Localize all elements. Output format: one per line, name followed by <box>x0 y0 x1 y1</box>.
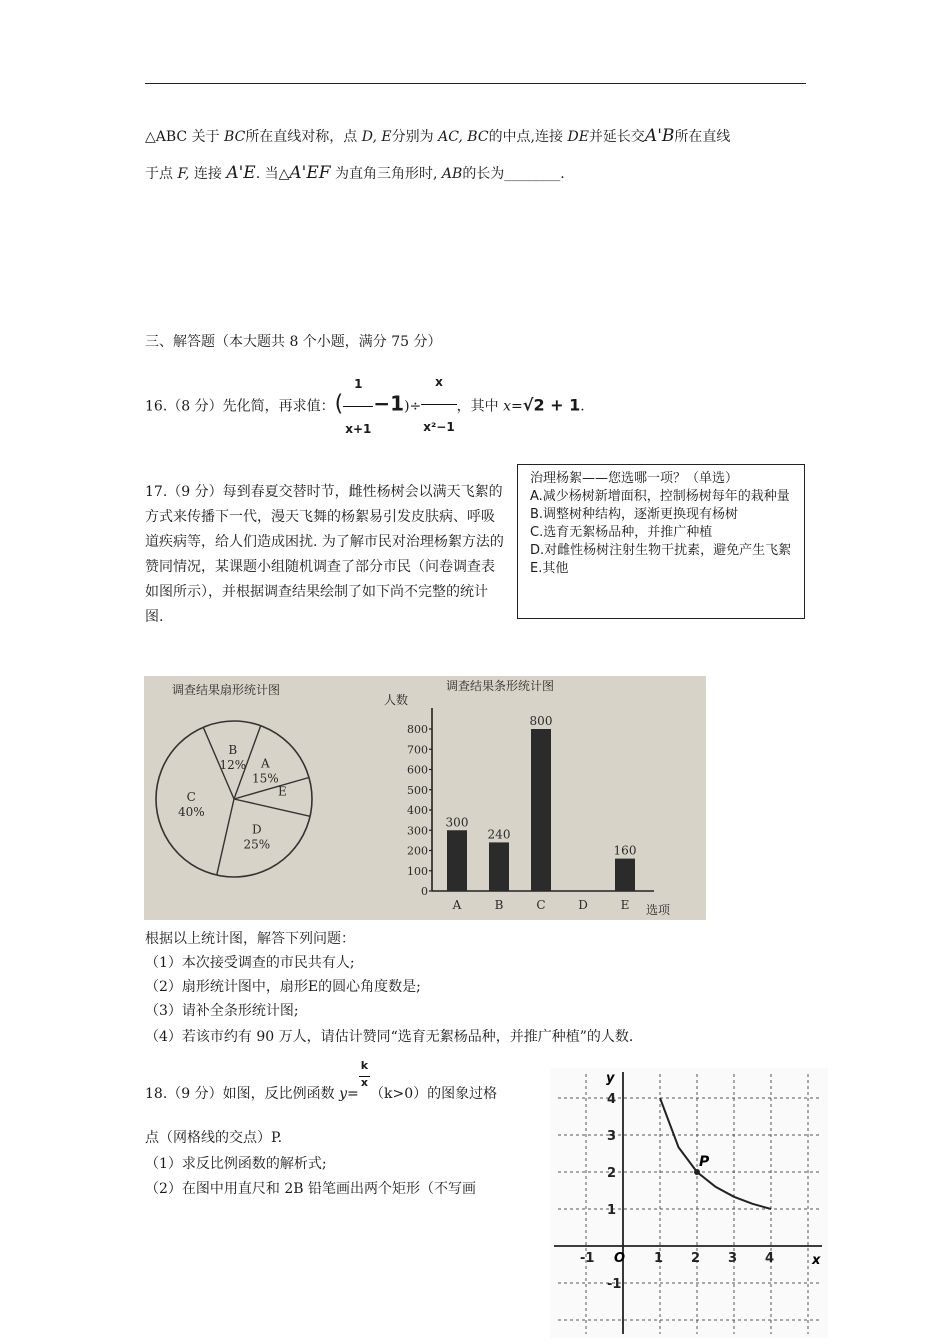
bar-ytick-500: 500 <box>407 783 428 797</box>
bar-value-label-a: 300 <box>445 815 469 830</box>
bar-ytick-0: 0 <box>421 885 428 898</box>
graph-xtick-4: 4 <box>765 1251 775 1266</box>
pie-label-e: E <box>277 784 287 799</box>
q17-question-4: （4）若该市约有 90 万人，请估计赞同“选育无絮杨品种，并推广种植”的人数. <box>145 1029 634 1045</box>
bar-b <box>489 842 509 891</box>
pie-percent-d: 25% <box>243 837 271 852</box>
graph-origin-label: O <box>614 1251 626 1266</box>
pie-label-a: A <box>261 756 270 771</box>
bar-ytick-700: 700 <box>407 743 428 757</box>
graph-xtick-3: 3 <box>728 1251 738 1266</box>
q18-line-2: 点（网格线的交点）P. <box>145 1130 283 1146</box>
bar-value-label-e: 160 <box>613 843 637 858</box>
bar-category-a: A <box>452 898 462 912</box>
header-rule <box>145 83 806 84</box>
bar-xlabel: 选项 <box>646 903 671 917</box>
bar-e <box>615 859 635 891</box>
survey-option-e: E.其他 <box>530 561 569 576</box>
pie-label-b: B <box>228 743 238 758</box>
bar-ylabel: 人数 <box>384 693 409 707</box>
q17-questions-intro: 根据以上统计图，解答下列问题： <box>145 931 355 947</box>
graph-ytick-2: 2 <box>607 1166 617 1181</box>
bar-category-b: B <box>494 898 504 912</box>
function-graph <box>550 1068 828 1338</box>
q16-fraction-1: $\frac{1}{x+1}$ <box>343 362 373 451</box>
bar-a <box>447 830 467 891</box>
survey-title: 治理杨絮——您选哪一项？（单选） <box>530 471 739 486</box>
graph-xtick-1: 1 <box>654 1251 664 1266</box>
q17-question-2: （2）扇形统计图中，扇形E的圆心角度数是; <box>145 979 421 995</box>
q18-sub-2: （2）在图中用直尺和 2B 铅笔画出两个矩形（不写画 <box>145 1181 477 1197</box>
survey-option-a: A.减少杨树新增面积，控制杨树每年的栽种量 <box>530 489 790 504</box>
pie-percent-c: 40% <box>177 804 205 819</box>
graph-x-label: x <box>812 1253 821 1268</box>
bar-category-e: E <box>620 898 630 912</box>
q18-line-1: 18.（9 分）如图，反比例函数 y= $\frac{k}{x}$ （k>0）的图象过格 <box>145 1060 497 1114</box>
bar-ytick-400: 400 <box>407 804 428 817</box>
pie-slice-boundary-d <box>234 799 310 816</box>
pie-label-c: C <box>186 789 196 804</box>
q16-line: 16.（8 分）先化简，再求值：( $\frac{1}{x+1}$ −1)÷ $\frac{x}{\text{x²−1}}$ ，其中 x=√2 + 1. <box>145 362 585 406</box>
point-p-label: P <box>699 1154 710 1170</box>
bar-c <box>531 729 551 891</box>
bar-ytick-100: 100 <box>407 864 428 878</box>
q17-text: 17.（9 分）每到春夏交替时节，雌性杨树会以满天飞絮的方式来传播下一代，漫天飞舞的杨絮易引发皮肤病、呼吸道疾病等，给人们造成困扰. 为了解市民对治理杨絮方法的赞同情况，某课题小组随机调查了部分市民（问卷调查表如图所示），并根据调查结果绘制了如下尚不完整的统计图. <box>145 484 504 625</box>
bar-value-label-c: 800 <box>529 714 553 728</box>
graph-y-label: y <box>606 1071 615 1086</box>
bar-category-d: D <box>578 898 588 912</box>
graph-xtick-2: 2 <box>691 1251 701 1266</box>
q15-line-1: △ABC 关于 BC所在直线对称，点 D, E分别为 AC, BC的中点,连接 DE并延长交A'B所在直线 <box>145 126 731 146</box>
bar-ytick-800: 800 <box>407 723 428 736</box>
section-3-heading: 三、解答题（本大题共 8 个小题，满分 75 分） <box>145 334 442 350</box>
graph-curve <box>660 1098 771 1209</box>
survey-option-c: C.选育无絮杨品种，并推广种植 <box>530 525 713 540</box>
q16-fraction-2: $\frac{x}{\text{x²−1}}$ <box>421 360 456 449</box>
q18-sub-1: （1）求反比例函数的解析式; <box>145 1156 327 1172</box>
pie-percent-b: 12% <box>219 758 247 773</box>
graph-ytick-1: 1 <box>607 1203 617 1218</box>
q18-fraction: $\frac{k}{x}$ <box>359 1056 370 1089</box>
charts-photo <box>144 676 706 920</box>
survey-option-b: B.调整树种结构，逐渐更换现有杨树 <box>530 507 739 522</box>
pie-title: 调查结果扇形统计图 <box>172 683 281 697</box>
bar-value-label-b: 240 <box>487 827 511 842</box>
pie-label-d: D <box>252 822 262 837</box>
bar-category-c: C <box>536 898 546 912</box>
survey-option-d: D.对雌性杨树注射生物干扰素，避免产生飞絮 <box>530 543 792 558</box>
graph-ytick-3: 3 <box>607 1129 617 1144</box>
bar-ytick-600: 600 <box>407 763 428 777</box>
q17-question-1: （1）本次接受调查的市民共有人; <box>145 955 355 971</box>
bar-ytick-300: 300 <box>407 824 428 838</box>
q17-question-3: （3）请补全条形统计图; <box>145 1003 299 1019</box>
function-graph-svg <box>550 1068 828 1338</box>
q15-line-2: 于点 F, 连接 A'E. 当△A'EF 为直角三角形时, AB的长为________. <box>145 163 565 183</box>
pie-slice-boundary-c <box>217 799 234 875</box>
survey-box <box>517 464 805 619</box>
bar-ytick-200: 200 <box>407 844 428 858</box>
pie-percent-a: 15% <box>252 771 279 786</box>
graph-ytick--1: -1 <box>607 1277 622 1292</box>
graph-ytick-4: 4 <box>607 1092 617 1107</box>
bar-title: 调查结果条形统计图 <box>446 679 555 693</box>
graph-xtick--1: -1 <box>580 1251 595 1266</box>
charts-svg <box>144 676 706 920</box>
